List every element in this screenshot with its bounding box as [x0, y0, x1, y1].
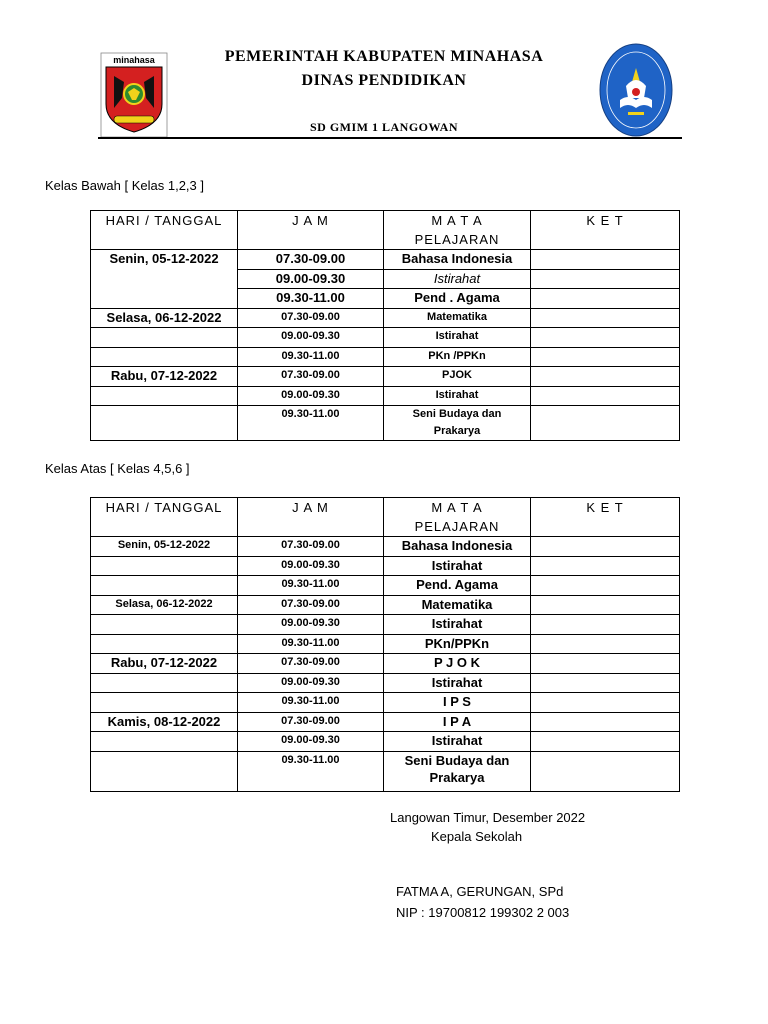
time-cell: 09.00-09.30 — [238, 269, 384, 289]
day-cell — [91, 634, 238, 654]
crest-text: minahasa — [113, 55, 155, 65]
table-row — [91, 576, 680, 596]
day-cell — [91, 732, 238, 752]
table-row — [91, 751, 680, 791]
signature-place-date: Langowan Timur, Desember 2022 — [390, 810, 586, 825]
table-row — [91, 386, 680, 406]
time-cell: 09.00-09.30 — [238, 615, 384, 635]
time-cell: 07.30-09.00 — [238, 367, 384, 387]
time-cell: 07.30-09.00 — [238, 537, 384, 557]
subject-cell: Istirahat — [384, 732, 531, 752]
subject-cell: Istirahat — [384, 673, 531, 693]
note-cell — [531, 556, 680, 576]
table-row — [91, 712, 680, 732]
time-cell: 09.00-09.30 — [238, 673, 384, 693]
subject-cell: Istirahat — [384, 615, 531, 635]
time-cell: 07.30-09.00 — [238, 595, 384, 615]
day-cell — [91, 386, 238, 406]
subject-cell: Istirahat — [384, 386, 531, 406]
table-row — [91, 732, 680, 752]
note-cell — [531, 751, 680, 791]
note-cell — [531, 269, 680, 289]
time-cell: 07.30-09.00 — [238, 308, 384, 328]
note-cell — [531, 328, 680, 348]
table-row — [91, 654, 680, 674]
time-cell: 09.00-09.30 — [238, 732, 384, 752]
subject-cell: Pend. Agama — [384, 576, 531, 596]
time-cell: 09.00-09.30 — [238, 386, 384, 406]
table-row — [91, 269, 680, 289]
note-cell — [531, 406, 680, 441]
col-header-subject: M A T A PELAJARAN — [384, 498, 531, 537]
note-cell — [531, 576, 680, 596]
time-cell: 09.00-09.30 — [238, 328, 384, 348]
schedule-table-atas — [90, 497, 680, 792]
day-cell: Rabu, 07-12-2022 — [91, 367, 238, 387]
note-cell — [531, 693, 680, 713]
header-school: SD GMIM 1 LANGOWAN — [309, 120, 458, 134]
table-row — [91, 347, 680, 367]
table-row — [91, 537, 680, 557]
day-cell — [91, 751, 238, 791]
subject-cell: I P A — [384, 712, 531, 732]
table-header-row — [91, 211, 680, 250]
subject-cell: Pend . Agama — [384, 289, 531, 309]
time-cell: 07.30-09.00 — [238, 250, 384, 270]
time-cell: 09.30-11.00 — [238, 347, 384, 367]
signature-role: Kepala Sekolah — [431, 829, 523, 844]
table-row — [91, 250, 680, 270]
subject-cell: Seni Budaya dan Prakarya — [384, 751, 531, 791]
day-cell: Selasa, 06-12-2022 — [91, 308, 238, 328]
schedule-table-bawah — [90, 210, 680, 441]
time-cell: 09.30-11.00 — [238, 576, 384, 596]
subject-cell: Matematika — [384, 308, 531, 328]
note-cell — [531, 308, 680, 328]
subject-cell: I P S — [384, 693, 531, 713]
day-cell: Kamis, 08-12-2022 — [91, 712, 238, 732]
time-cell: 09.30-11.00 — [238, 693, 384, 713]
table-row — [91, 406, 680, 441]
section-title-atas: Kelas Atas [ Kelas 4,5,6 ] — [45, 461, 190, 476]
time-cell: 07.30-09.00 — [238, 654, 384, 674]
time-cell: 09.30-11.00 — [238, 289, 384, 309]
subject-cell: Istirahat — [384, 556, 531, 576]
note-cell — [531, 654, 680, 674]
subject-cell: PJOK — [384, 367, 531, 387]
subject-cell: PKn/PPKn — [384, 634, 531, 654]
day-cell — [91, 615, 238, 635]
col-header-subject: M A T A PELAJARAN — [384, 211, 531, 250]
subject-cell: Matematika — [384, 595, 531, 615]
table-row — [91, 595, 680, 615]
table-row — [91, 673, 680, 693]
note-cell — [531, 673, 680, 693]
subject-cell: Bahasa Indonesia — [384, 250, 531, 270]
note-cell — [531, 250, 680, 270]
time-cell: 09.30-11.00 — [238, 406, 384, 441]
table-row — [91, 634, 680, 654]
header-department: DINAS PENDIDIKAN — [301, 72, 467, 89]
day-cell: Rabu, 07-12-2022 — [91, 654, 238, 674]
signature-name: FATMA A, GERUNGAN, SPd — [396, 884, 564, 899]
day-cell — [91, 289, 238, 309]
note-cell — [531, 634, 680, 654]
header-rule — [98, 137, 682, 139]
header-government: PEMERINTAH KABUPATEN MINAHASA — [224, 48, 544, 65]
table-row — [91, 289, 680, 309]
table-row — [91, 693, 680, 713]
time-cell: 07.30-09.00 — [238, 712, 384, 732]
section-title-bawah: Kelas Bawah [ Kelas 1,2,3 ] — [45, 178, 204, 193]
note-cell — [531, 367, 680, 387]
table-row — [91, 308, 680, 328]
col-header-note: K E T — [531, 211, 680, 250]
day-cell — [91, 269, 238, 289]
table-row — [91, 615, 680, 635]
note-cell — [531, 289, 680, 309]
note-cell — [531, 615, 680, 635]
subject-cell: Istirahat — [384, 328, 531, 348]
day-cell — [91, 576, 238, 596]
day-cell: Selasa, 06-12-2022 — [91, 595, 238, 615]
table-row — [91, 367, 680, 387]
note-cell — [531, 712, 680, 732]
table-header-row — [91, 498, 680, 537]
day-cell — [91, 328, 238, 348]
subject-cell: P J O K — [384, 654, 531, 674]
note-cell — [531, 595, 680, 615]
subject-cell: Bahasa Indonesia — [384, 537, 531, 557]
col-header-time: J A M — [238, 211, 384, 250]
subject-cell: PKn /PPKn — [384, 347, 531, 367]
day-cell: Senin, 05-12-2022 — [91, 250, 238, 270]
time-cell: 09.30-11.00 — [238, 634, 384, 654]
day-cell — [91, 693, 238, 713]
day-cell: Senin, 05-12-2022 — [91, 537, 238, 557]
day-cell — [91, 406, 238, 441]
day-cell — [91, 673, 238, 693]
day-cell — [91, 556, 238, 576]
signature-nip: NIP : 19700812 199302 2 003 — [396, 905, 570, 920]
col-header-time: J A M — [238, 498, 384, 537]
col-header-note: K E T — [531, 498, 680, 537]
note-cell — [531, 537, 680, 557]
col-header-day: HARI / TANGGAL — [91, 498, 238, 537]
note-cell — [531, 347, 680, 367]
table-row — [91, 328, 680, 348]
note-cell — [531, 732, 680, 752]
subject-cell: Seni Budaya dan Prakarya — [384, 406, 531, 441]
time-cell: 09.30-11.00 — [238, 751, 384, 791]
subject-cell: Istirahat — [384, 269, 531, 289]
day-cell — [91, 347, 238, 367]
note-cell — [531, 386, 680, 406]
time-cell: 09.00-09.30 — [238, 556, 384, 576]
table-row — [91, 556, 680, 576]
col-header-day: HARI / TANGGAL — [91, 211, 238, 250]
